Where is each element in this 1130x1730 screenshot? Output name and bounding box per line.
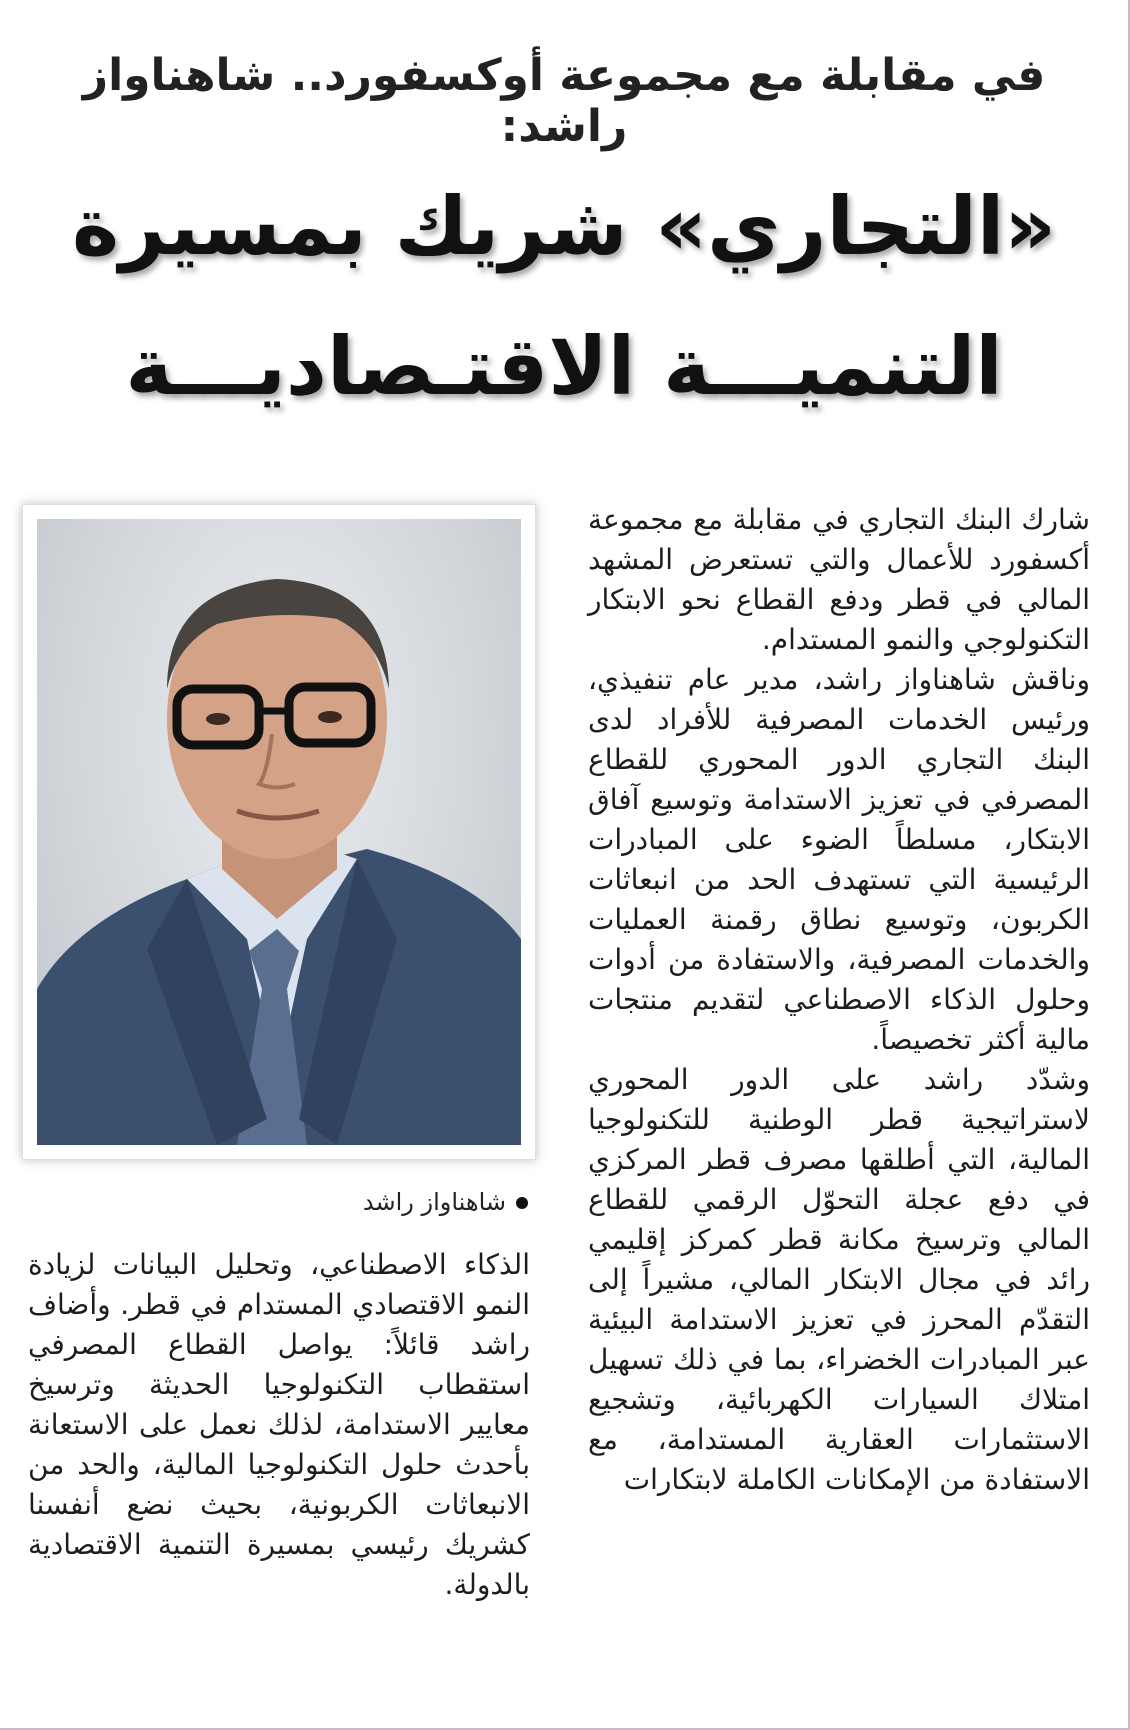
article-paragraph: شارك البنك التجاري في مقابلة مع مجموعة أكسفورد للأعمال والتي تستعرض المشهد المالي في قطر ودفع القطاع نحو الابتكار التكنولوجي والنمو المستدام.: [588, 503, 1090, 656]
article-column-right: [588, 500, 1090, 1500]
article-paragraph: وناقش شاهناواز راشد، مدير عام تنفيذي، ورئيس الخدمات المصرفية للأفراد لدى البنك التجاري الدور المحوري للقطاع المصرفي في تعزيز الاستدامة وتوسيع آفاق الابتكار، مسلطاً الضوء على المبادرات الرئيسية التي تستهدف الحد من انبعاثات الكربون، وتوسيع نطاق رقمنة العمليات والخدمات المصرفية، والاستفادة من أدوات وحلول الذكاء الاصطناعي لتقديم منتجات مالية أكثر تخصيصاً.: [588, 663, 1090, 1056]
portrait-photo: [37, 519, 521, 1145]
article-column-left: [28, 1245, 530, 1605]
headline-line-1: «التجاري» شريك بمسيرة: [72, 180, 1056, 273]
headline-line-2: التنميـــة الاقتـصاديـــة: [125, 320, 1003, 413]
bullet-icon: [516, 1197, 528, 1209]
article-paragraph: وشدّد راشد على الدور المحوري لاستراتيجية قطر الوطنية للتكنولوجيا المالية، التي أطلقها مصرف قطر المركزي في دفع عجلة التحوّل الرقمي للقطاع المالي وترسيخ مكانة قطر كمركز إقليمي رائد في مجال الابتكار المالي، مشيراً إلى التقدّم المحرز في تعزيز الاستدامة البيئية عبر المبادرات الخضراء، بما في ذلك تسهيل امتلاك السيارات الكهربائية، وتشجيع الاستثمارات العقارية المستدامة، مع الاستفادة من الإمكانات الكاملة لابتكارات: [588, 1063, 1090, 1496]
photo-caption-text: شاهناواز راشد: [362, 1188, 506, 1216]
portrait-frame: [22, 504, 536, 1160]
article-paragraph: الذكاء الاصطناعي، وتحليل البيانات لزيادة النمو الاقتصادي المستدام في قطر. وأضاف راشد قائلاً: يواصل القطاع المصرفي استقطاب التكنولوجيا الحديثة وترسيخ معايير الاستدامة، لذلك نعمل على الاستعانة بأحدث حلول التكنولوجيا المالية، والحد من الانبعاثات الكربونية، بحيث نضع أنفسنا كشريك رئيسي بمسيرة التنمية الاقتصادية بالدولة.: [28, 1248, 530, 1601]
photo-caption: [300, 1188, 528, 1216]
kicker-line: في مقابلة مع مجموعة أوكسفورد.. شاهناواز راشد:: [82, 50, 1046, 152]
portrait-illustration: [37, 519, 521, 1145]
